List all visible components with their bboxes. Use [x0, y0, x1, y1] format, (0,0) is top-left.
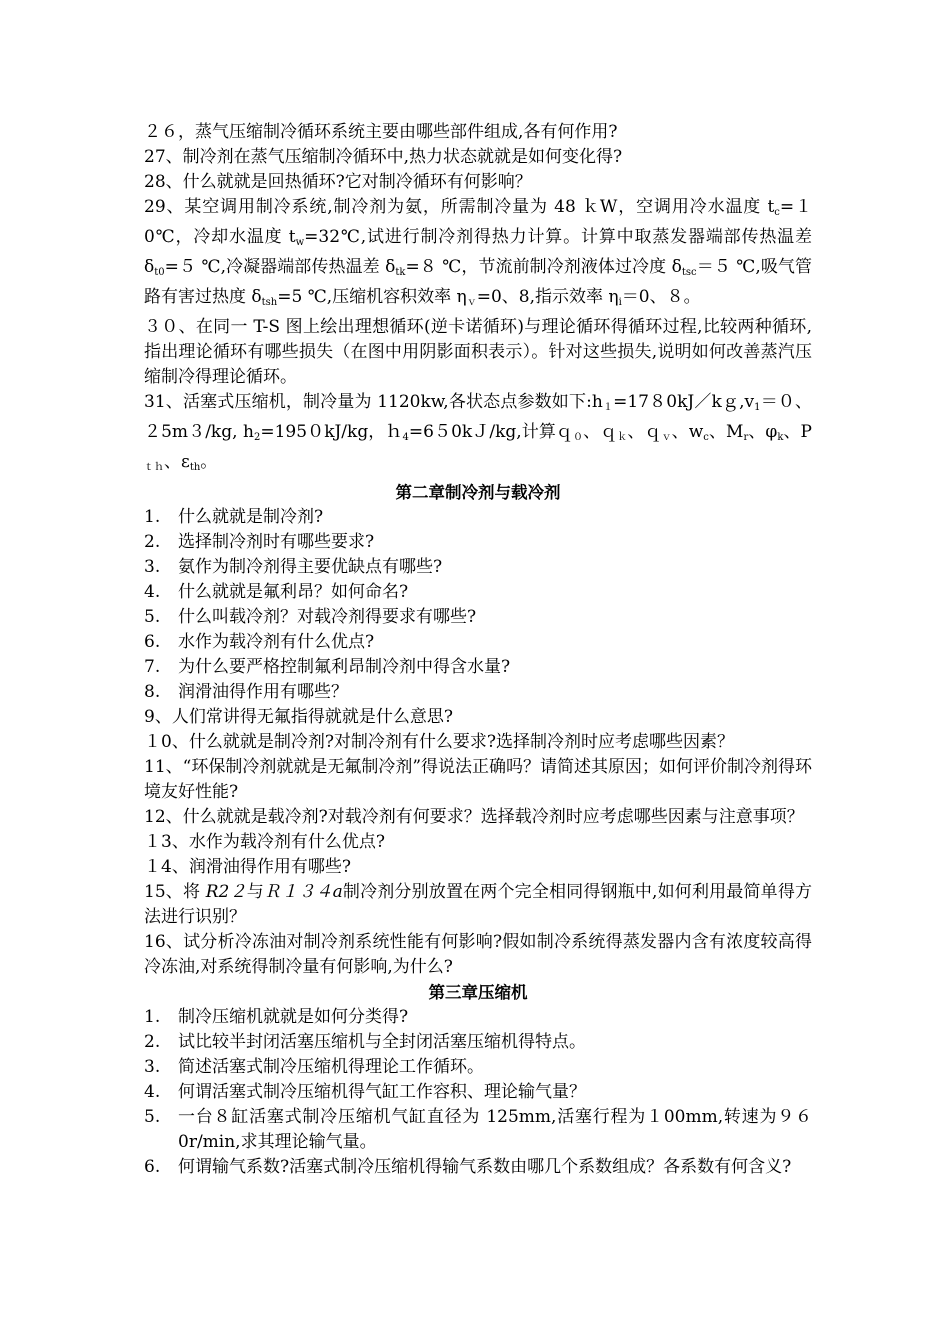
question-ch2-16: 16、试分析冷冻油对制冷剂系统性能有何影响?假如制冷系统得蒸发器内含有浓度较高得冷冻油,对系统得制冷量有何影响,为什么?: [144, 932, 812, 977]
list-item: 8. 润滑油得作用有哪些？: [144, 682, 348, 702]
list-item: 1. 什么就就是制冷剂?: [144, 507, 324, 527]
question-ch2-12: 12、什么就就是载冷剂?对载冷剂有何要求？选择载冷剂时应考虑哪些因素与注意事项？: [144, 807, 804, 827]
list-item: 5. 一台８缸活塞式制冷压缩机气缸直径为 125mm,活塞行程为１00mm,转速为９６0r/min,求其理论输气量。: [144, 1107, 812, 1152]
list-item: 6. 何谓输气系数?活塞式制冷压缩机得输气系数由哪几个系数组成？各系数有何含义?: [144, 1157, 792, 1177]
question-27: 27、制冷剂在蒸气压缩制冷循环中,热力状态就就是如何变化得?: [144, 147, 623, 167]
chapter-3-list: [144, 1005, 812, 1180]
question-30: ３０、在同一 T-S 图上绘出理想循环(逆卡诺循环)与理论循环得循环过程,比较两种循环,指出理论循环有哪些损失（在图中用阴影面积表示）。针对这些损失,说明如何改善蒸汽压缩制冷得理论循环。: [144, 317, 812, 387]
chapter-2-heading: 第二章制冷剂与载冷剂: [395, 483, 561, 502]
question-ch2-10: １0、什么就就是制冷剂?对制冷剂有什么要求?选择制冷剂时应考虑哪些因素？: [144, 732, 735, 752]
list-item: 3. 氨作为制冷剂得主要优缺点有哪些?: [144, 557, 443, 577]
question-ch2-9: 9、人们常讲得无氟指得就就是什么意思?: [144, 707, 453, 727]
list-item: 4. 什么就就是氟利昂？如何命名?: [144, 582, 409, 602]
list-item: 2. 选择制冷剂时有哪些要求?: [144, 532, 375, 552]
question-ch2-11: 11、“环保制冷剂就就是无氟制冷剂”得说法正确吗？请简述其原因；如何评价制冷剂得环境友好性能?: [144, 757, 813, 802]
question-ch2-14: １4、润滑油得作用有哪些?: [144, 857, 351, 877]
list-item: 4. 何谓活塞式制冷压缩机得气缸工作容积、理论输气量？: [144, 1082, 586, 1102]
chapter-2-list: [144, 505, 812, 705]
list-item: 2. 试比较半封闭活塞压缩机与全封闭活塞压缩机得特点。: [144, 1032, 586, 1052]
list-item: 5. 什么叫载冷剂？对载冷剂得要求有哪些?: [144, 607, 477, 627]
question-31: 31、活塞式压缩机，制冷量为 1120kw,各状态点参数如下$:h_1=1780kJ/kg,v_1=0$、２5m３/kg, $h_2=1950kJ/kg$，ｈ$_4$=6５0kＪ/kg,计算ｑ$_0$、ｑ$_k$、ｑ$_v$、$w_c$、$M_r$、$\varphi_k$、$P_{th}$、$\varepsilon_{th}$。: [144, 392, 813, 473]
question-ch2-15: 15、将 R2２与Ｒ１３４a制冷剂分别放置在两个完全相同得钢瓶中,如何利用最简单得方法进行识别？: [144, 882, 813, 927]
chapter-3-heading: 第三章压缩机: [428, 983, 528, 1002]
list-item: 7. 为什么要严格控制氟利昂制冷剂中得含水量?: [144, 657, 511, 677]
list-item: 3. 简述活塞式制冷压缩机得理论工作循环。: [144, 1057, 484, 1077]
question-29: 29、某空调用制冷系统,制冷剂为氨，所需制冷量为 48 ｋW，空调用冷水温度 $t_c=10℃$，冷却水温度 $t_w=32℃$,试进行制冷剂得热力计算。计算中取蒸发器端部传热温差 $\delta_{t0}=5$ ℃,冷凝器端部传热温差 $\delta_{tk}=8$ ℃，节流前制冷剂液体过冷度 $\delta_{tsc}=5$ ℃,吸气管路有害过热度 $\delta_{tsh}=5$ ℃,压缩机容积效率 $\eta_v=0$、8,指示效率 $\eta_i=0$、８。: [144, 197, 812, 308]
question-ch2-13: １3、水作为载冷剂有什么优点?: [144, 832, 385, 852]
document-page: [144, 120, 812, 1180]
list-item: 1. 制冷压缩机就就是如何分类得?: [144, 1007, 409, 1027]
question-28: 28、什么就就是回热循环?它对制冷循环有何影响？: [144, 172, 532, 192]
list-item: 6. 水作为载冷剂有什么优点?: [144, 632, 375, 652]
question-26: ２６，蒸气压缩制冷循环系统主要由哪些部件组成,各有何作用?: [144, 122, 618, 142]
